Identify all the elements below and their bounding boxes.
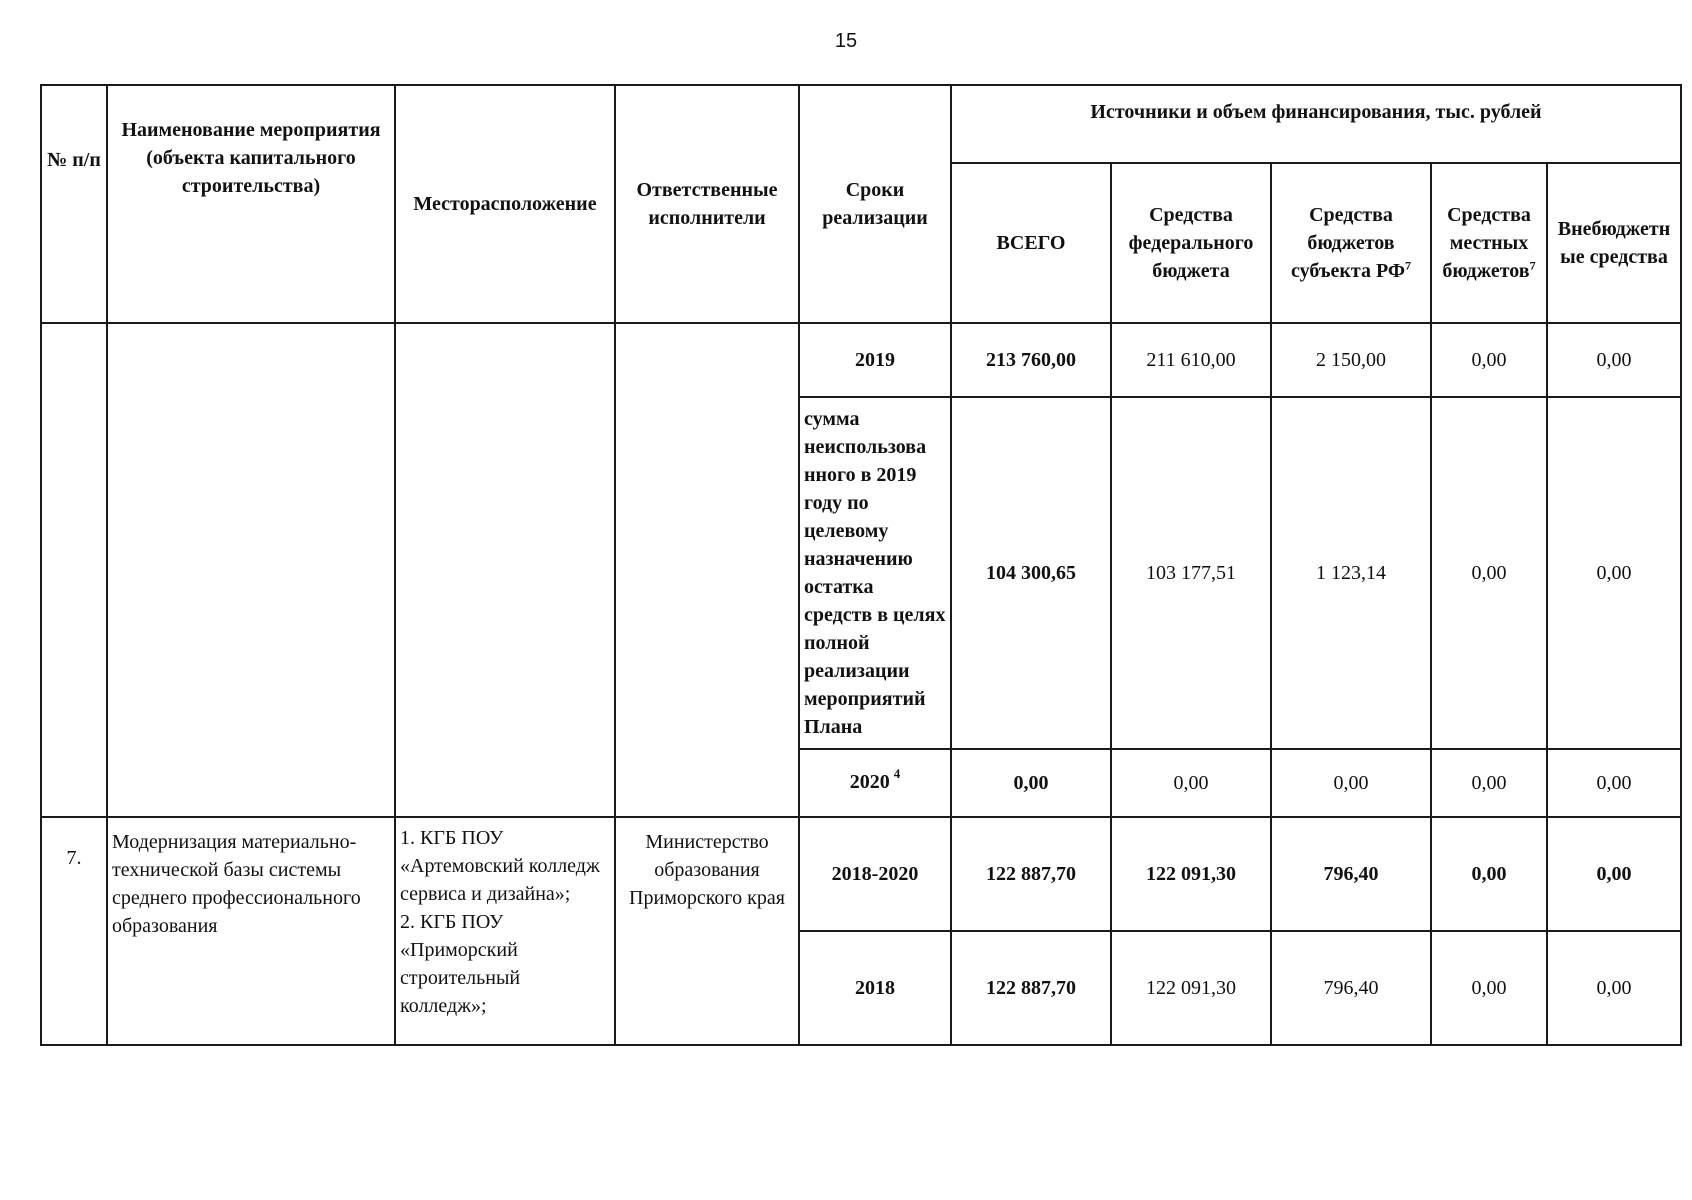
cell-subject: 796,40 xyxy=(1271,931,1431,1045)
cell-subject: 796,40 xyxy=(1271,817,1431,931)
cell-num-empty xyxy=(41,323,107,817)
cell-term xyxy=(799,749,951,817)
location-item: 2. КГБ ПОУ «Приморский строительный колледж»; xyxy=(400,911,521,1017)
location-item: 1. КГБ ПОУ «Артемовский колледж сервиса и дизайна»; xyxy=(400,827,600,905)
cell-total: 0,00 xyxy=(951,749,1111,817)
cell-local: 0,00 xyxy=(1431,397,1547,749)
cell-term-text: 2020 xyxy=(849,771,890,793)
cell-local: 0,00 xyxy=(1431,749,1547,817)
header-local xyxy=(1431,163,1547,323)
cell-extra: 0,00 xyxy=(1547,749,1681,817)
cell-federal: 211 610,00 xyxy=(1111,323,1271,397)
footnote-mark: 4 xyxy=(893,766,901,781)
cell-total: 104 300,65 xyxy=(951,397,1111,749)
header-subject-text: Средства бюджетов субъекта РФ xyxy=(1290,204,1406,282)
cell-extra: 0,00 xyxy=(1547,323,1681,397)
header-subject-sup: 7 xyxy=(1405,258,1412,273)
header-row-1 xyxy=(41,85,1681,163)
cell-name: Модернизация материально-технической базы системы среднего профессионального образования xyxy=(107,817,395,1045)
header-local-text: Средства местных бюджетов xyxy=(1442,204,1531,282)
header-local-sup: 7 xyxy=(1529,258,1536,273)
table-row xyxy=(41,323,1681,397)
cell-subject: 0,00 xyxy=(1271,749,1431,817)
cell-location-empty xyxy=(395,323,615,817)
header-total: ВСЕГО xyxy=(951,163,1111,323)
header-federal: Средства федерального бюджета xyxy=(1111,163,1271,323)
cell-federal: 103 177,51 xyxy=(1111,397,1271,749)
cell-location xyxy=(395,817,615,1045)
cell-term: 2018 xyxy=(799,931,951,1045)
header-num: № п/п xyxy=(41,85,107,323)
cell-subject: 1 123,14 xyxy=(1271,397,1431,749)
cell-extra: 0,00 xyxy=(1547,817,1681,931)
cell-responsible: Министерство образования Приморского края xyxy=(615,817,799,1045)
cell-term: 2018-2020 xyxy=(799,817,951,931)
table-row xyxy=(41,817,1681,931)
cell-total: 122 887,70 xyxy=(951,817,1111,931)
cell-term-note: сумма неиспользова нного в 2019 году по целевому назначению остатка средств в целях полной реализации мероприятий Плана xyxy=(799,397,951,749)
header-extra: Внебюджетн ые средства xyxy=(1547,163,1681,323)
cell-num: 7. xyxy=(41,817,107,1045)
header-name: Наименование мероприятия (объекта капитального строительства) xyxy=(107,85,395,323)
cell-extra: 0,00 xyxy=(1547,397,1681,749)
cell-local: 0,00 xyxy=(1431,817,1547,931)
cell-term: 2019 xyxy=(799,323,951,397)
cell-total: 122 887,70 xyxy=(951,931,1111,1045)
cell-federal: 122 091,30 xyxy=(1111,817,1271,931)
cell-federal: 122 091,30 xyxy=(1111,931,1271,1045)
header-responsible: Ответственные исполнители xyxy=(615,85,799,323)
header-subject xyxy=(1271,163,1431,323)
cell-name-empty xyxy=(107,323,395,817)
cell-local: 0,00 xyxy=(1431,323,1547,397)
page-number: 15 xyxy=(834,30,858,52)
header-location: Месторасположение xyxy=(395,85,615,323)
cell-total: 213 760,00 xyxy=(951,323,1111,397)
financing-table xyxy=(40,84,1682,1046)
cell-subject: 2 150,00 xyxy=(1271,323,1431,397)
cell-local: 0,00 xyxy=(1431,931,1547,1045)
header-terms: Сроки реализации xyxy=(799,85,951,323)
header-sources: Источники и объем финансирования, тыс. рублей xyxy=(951,85,1681,163)
cell-extra: 0,00 xyxy=(1547,931,1681,1045)
cell-responsible-empty xyxy=(615,323,799,817)
cell-federal: 0,00 xyxy=(1111,749,1271,817)
